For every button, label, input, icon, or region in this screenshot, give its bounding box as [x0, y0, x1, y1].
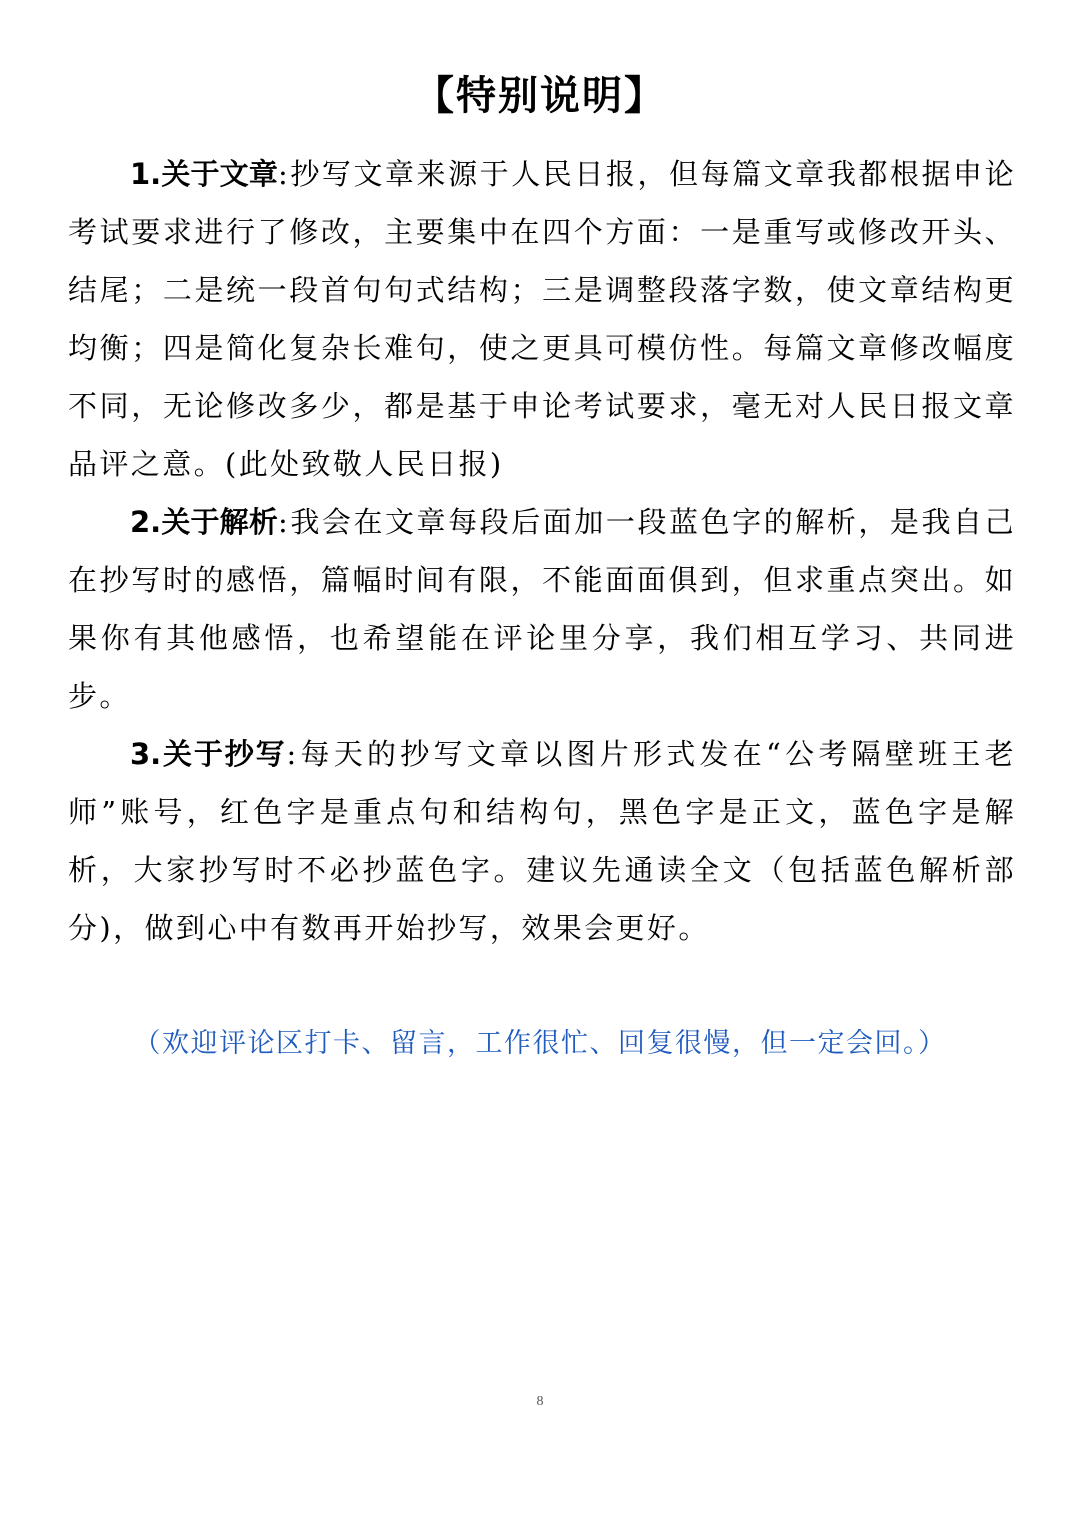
section-text: 每天的抄写文章以图片形式发在“公考隔壁班王老师”账号，红色字是重点句和结构句，黑色字是正文，蓝色字是解析，大家抄写时不必抄蓝色字。建议先通读全文（包括蓝色解析部分)，做到心中有数再开始抄写，效果会更好。 — [68, 737, 1016, 945]
section-text: 我会在文章每段后面加一段蓝色字的解析，是我自己在抄写时的感悟，篇幅时间有限，不能面面俱到，但求重点突出。如果你有其他感悟，也希望能在评论里分享，我们相互学习、共同进步。 — [68, 505, 1017, 713]
section-about-copying — [68, 725, 1016, 957]
section-colon: : — [278, 505, 291, 539]
section-text: 抄写文章来源于人民日报，但每篇文章我都根据申论考试要求进行了修改，主要集中在四个方面：一是重写或修改开头、结尾；二是统一段首句句式结构；三是调整段落字数，使文章结构更均衡；四是简化复杂长难句，使之更具可模仿性。每篇文章修改幅度不同，无论修改多少，都是基于申论考试要求，毫无对人民日报文章品评之意。(此处致敬人民日报) — [68, 157, 1017, 481]
section-colon: : — [278, 157, 291, 191]
section-label: 3.关于抄写 — [130, 737, 287, 771]
page-title: 【特别说明】 — [414, 73, 666, 119]
comment-note: （欢迎评论区打卡、留言，工作很忙、回复很慢，但一定会回。） — [133, 1028, 947, 1059]
section-about-articles — [68, 145, 1016, 493]
section-label: 2.关于解析 — [130, 505, 278, 539]
section-label: 1.关于文章 — [130, 157, 278, 191]
section-colon: : — [286, 737, 299, 771]
page-number: 8 — [536, 1394, 544, 1409]
section-about-analysis — [68, 493, 1016, 725]
